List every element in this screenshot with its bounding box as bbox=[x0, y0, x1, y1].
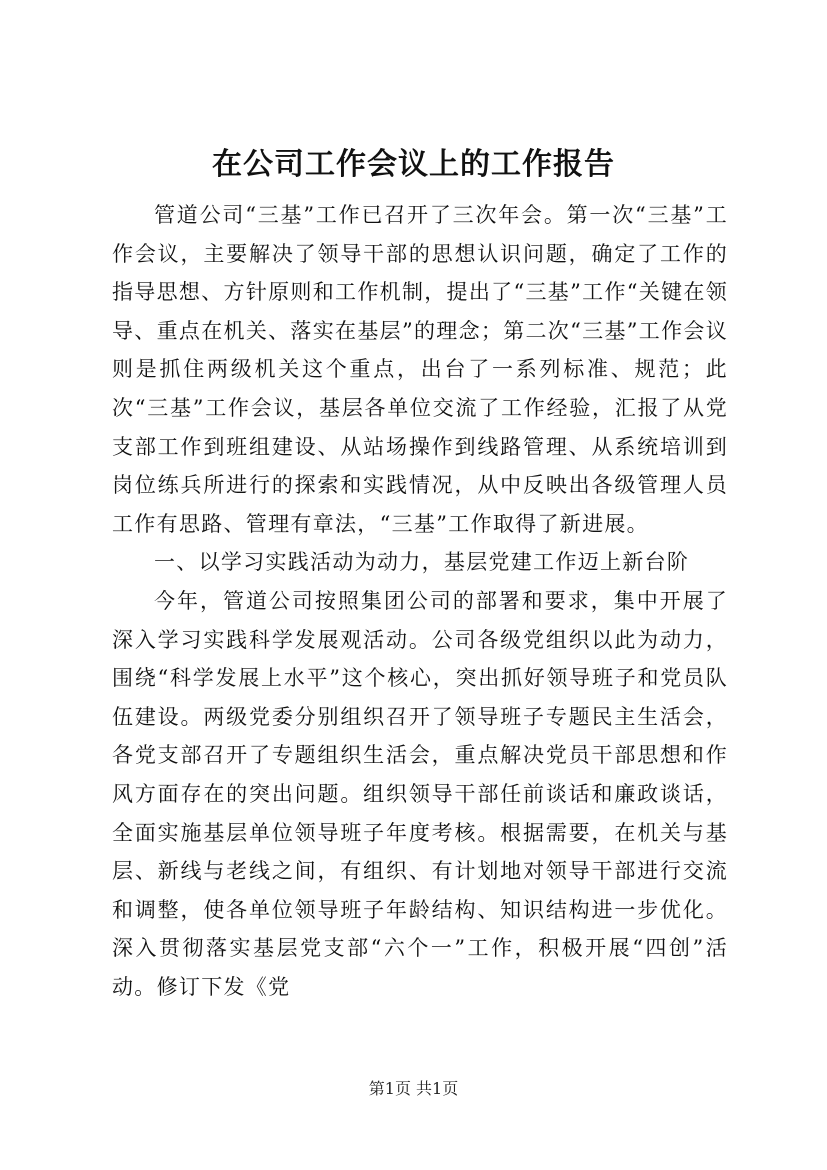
intro-paragraph: 管道公司“三基”工作已召开了三次年会。第一次“三基”工作会议，主要解决了领导干部的思想认识问题，确定了工作的指导思想、方针原则和工作机制，提出了“三基”工作“关键在领导、重点在机关、落实在基层”的理念；第二次“三基”工作会议则是抓住两级机关这个重点，出台了一系列标准、规范；此次“三基”工作会议，基层各单位交流了工作经验，汇报了从党支部工作到班组建设、从站场操作到线路管理、从系统培训到岗位练兵所进行的探索和实践情况，从中反映出各级管理人员工作有思路、管理有章法，“三基”工作取得了新进展。 bbox=[112, 203, 728, 536]
page-number-footer: 第1页 共1页 bbox=[368, 1079, 459, 1098]
section-heading: 一、以学习实践活动为动力，基层党建工作迈上新台阶 bbox=[154, 550, 690, 575]
document-body bbox=[112, 196, 728, 1006]
document-title: 在公司工作会议上的工作报告 bbox=[212, 147, 615, 182]
section-paragraph: 今年，管道公司按照集团公司的部署和要求，集中开展了深入学习实践科学发展观活动。公司各级党组织以此为动力，围绕“科学发展上水平”这个核心，突出抓好领导班子和党员队伍建设。两级党委分别组织召开了领导班子专题民主生活会，各党支部召开了专题组织生活会，重点解决党员干部思想和作风方面存在的突出问题。组织领导干部任前谈话和廉政谈话，全面实施基层单位领导班子年度考核。根据需要，在机关与基层、新线与老线之间，有组织、有计划地对领导干部进行交流和调整，使各单位领导班子年龄结构、知识结构进一步优化。深入贯彻落实基层党支部“六个一”工作，积极开展“四创”活动。修订下发《党 bbox=[112, 588, 728, 999]
